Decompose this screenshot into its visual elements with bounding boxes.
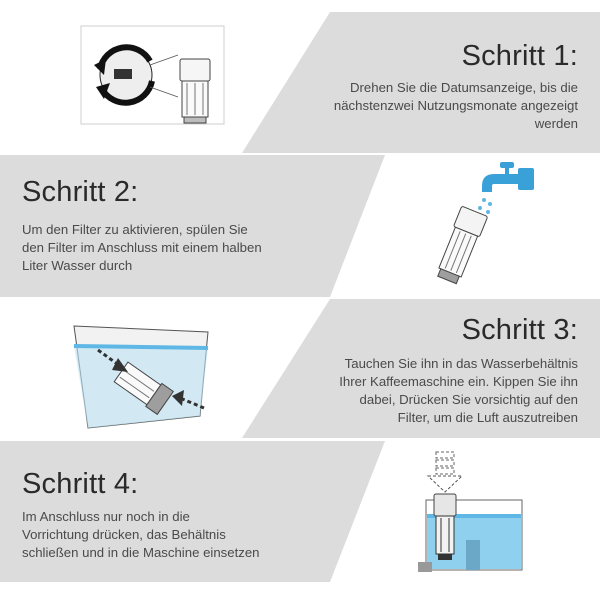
- step-3-desc-line: Ihrer Kaffeemaschine ein. Kippen Sie ihn: [339, 374, 578, 389]
- step-2-desc-line: Um den Filter zu aktivieren, spülen Sie: [22, 222, 248, 237]
- step-3-illustration: [68, 318, 218, 433]
- step-4-title: Schritt 4:: [22, 468, 139, 500]
- step-3-desc-line: Tauchen Sie ihn in das Wasserbehältnis: [344, 356, 578, 371]
- step-2-illustration: [420, 158, 540, 293]
- push-down-arrow-icon: [428, 452, 462, 492]
- step-4-desc-line: Im Anschluss nur noch in die: [22, 509, 190, 524]
- step-4-desc-line: Vorrichtung drücken, das Behältnis: [22, 527, 226, 542]
- step-4-description: [22, 508, 322, 562]
- step-2-description: [22, 221, 322, 275]
- step-2-title: Schritt 2:: [22, 176, 139, 208]
- step-1-description: [278, 79, 578, 133]
- step-3-title: Schritt 3:: [461, 314, 578, 346]
- water-filter-icon: [434, 494, 456, 560]
- step-1-desc-line: Drehen Sie die Datumsanzeige, bis die: [350, 80, 578, 95]
- step-2-desc-line: Liter Wasser durch: [22, 258, 133, 273]
- step-3-description: [258, 355, 578, 427]
- water-filter-icon: [434, 206, 488, 285]
- step-3-desc-line: Filter, um die Luft auszutreiben: [397, 410, 578, 425]
- step-4-desc-line: schließen und in die Maschine einsetzen: [22, 545, 260, 560]
- step-2-desc-line: den Filter im Anschluss mit einem halben: [22, 240, 262, 255]
- step-1-title: Schritt 1:: [461, 40, 578, 72]
- step-3-desc-line: dabei, Drücken Sie vorsichtig auf den: [359, 392, 578, 407]
- step-1-desc-line: nächstenzwei Nutzungsmonate angezeigt: [333, 98, 578, 113]
- step-1-illustration: [80, 25, 225, 125]
- step-1-desc-line: werden: [534, 116, 578, 131]
- water-tap-icon: [478, 162, 534, 218]
- step-4-illustration: [410, 450, 530, 575]
